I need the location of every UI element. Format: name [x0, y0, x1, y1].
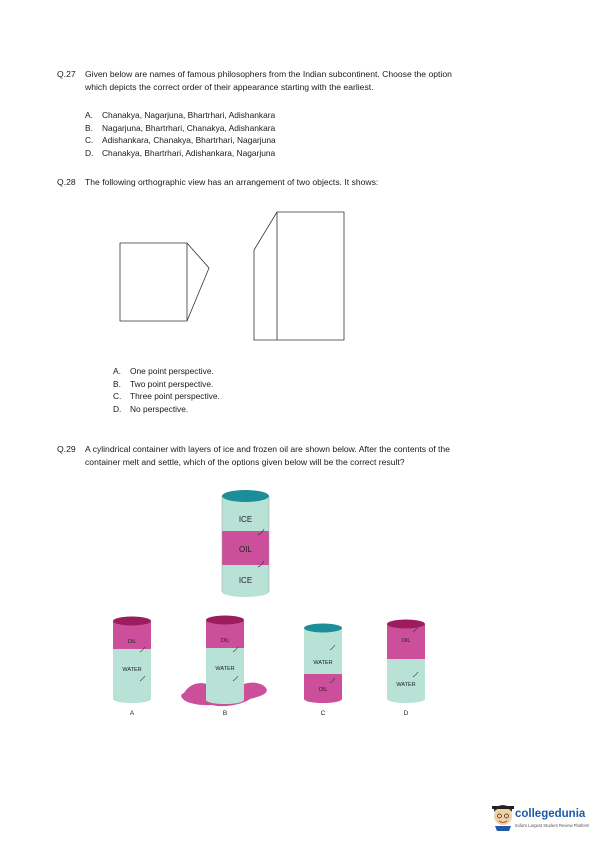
option-a-water-label: WATER	[122, 667, 142, 673]
option-b-cylinder[interactable]	[181, 616, 267, 718]
label-ice-bottom: ICE	[238, 576, 253, 585]
option-d-cylinder[interactable]	[387, 620, 425, 718]
logo-name: collegedunia	[515, 808, 586, 820]
option-b-water-label: WATER	[215, 666, 235, 672]
option-c-oil-label: OIL	[318, 687, 328, 693]
label-ice-top: ICE	[238, 515, 253, 524]
question-number: Q.29	[57, 444, 76, 454]
cylinder-bottom	[222, 592, 269, 597]
option-b[interactable]: B. Nagarjuna, Bhartrhari, Chanakya, Adishankara	[85, 122, 276, 133]
q28-options	[113, 365, 220, 415]
option-a-oil-label: OIL	[127, 639, 137, 645]
option-d-letter: D	[403, 710, 409, 717]
right-object	[254, 212, 344, 340]
option-b[interactable]: B. Two point perspective.	[113, 378, 214, 389]
collegedunia-logo-icon	[492, 805, 514, 831]
option-a[interactable]: A. Chanakya, Nagarjuna, Bhartrhari, Adishankara	[85, 110, 276, 120]
logo-tagline: India's Largest Student Review Platform	[515, 823, 590, 828]
orthographic-figure	[120, 212, 344, 340]
option-d[interactable]: D. No perspective.	[113, 403, 189, 414]
question-text: A cylindrical container with layers of ice and frozen oil are shown below. After the contents of the	[85, 444, 450, 454]
main-cylinder	[222, 490, 269, 597]
left-object	[120, 243, 209, 321]
question-number: Q.28	[57, 177, 76, 187]
option-c-water-label: WATER	[313, 660, 333, 666]
label-oil-middle: OIL	[239, 545, 252, 554]
option-a-cylinder[interactable]	[113, 617, 151, 718]
option-d-water-label: WATER	[396, 682, 416, 688]
cylinder-top-surface	[222, 490, 269, 502]
option-b-oil-label: OIL	[220, 638, 230, 644]
option-c[interactable]: C. Three point perspective.	[113, 391, 220, 402]
option-c-letter: C	[320, 710, 326, 717]
option-a[interactable]: A. One point perspective.	[113, 366, 214, 376]
option-d[interactable]: D. Chanakya, Bhartrhari, Adishankara, Nagarjuna	[85, 147, 276, 158]
question-29	[57, 443, 450, 456]
question-text: Given below are names of famous philosophers from the Indian subcontinent. Choose the option	[85, 69, 452, 79]
question-text-continued: container melt and settle, which of the options given below will be the correct result?	[85, 457, 405, 467]
option-a-letter: A	[129, 710, 135, 717]
question-text-continued: which depicts the correct order of their appearance starting with the earliest.	[85, 82, 374, 92]
question-number: Q.27	[57, 69, 76, 79]
option-c[interactable]: C. Adishankara, Chanakya, Bhartrhari, Nagarjuna	[85, 135, 276, 146]
option-c-cylinder[interactable]	[304, 624, 342, 718]
option-d-oil-label: OIL	[401, 638, 411, 644]
question-text: The following orthographic view has an arrangement of two objects. It shows:	[85, 177, 379, 187]
option-b-letter: B	[222, 710, 228, 717]
